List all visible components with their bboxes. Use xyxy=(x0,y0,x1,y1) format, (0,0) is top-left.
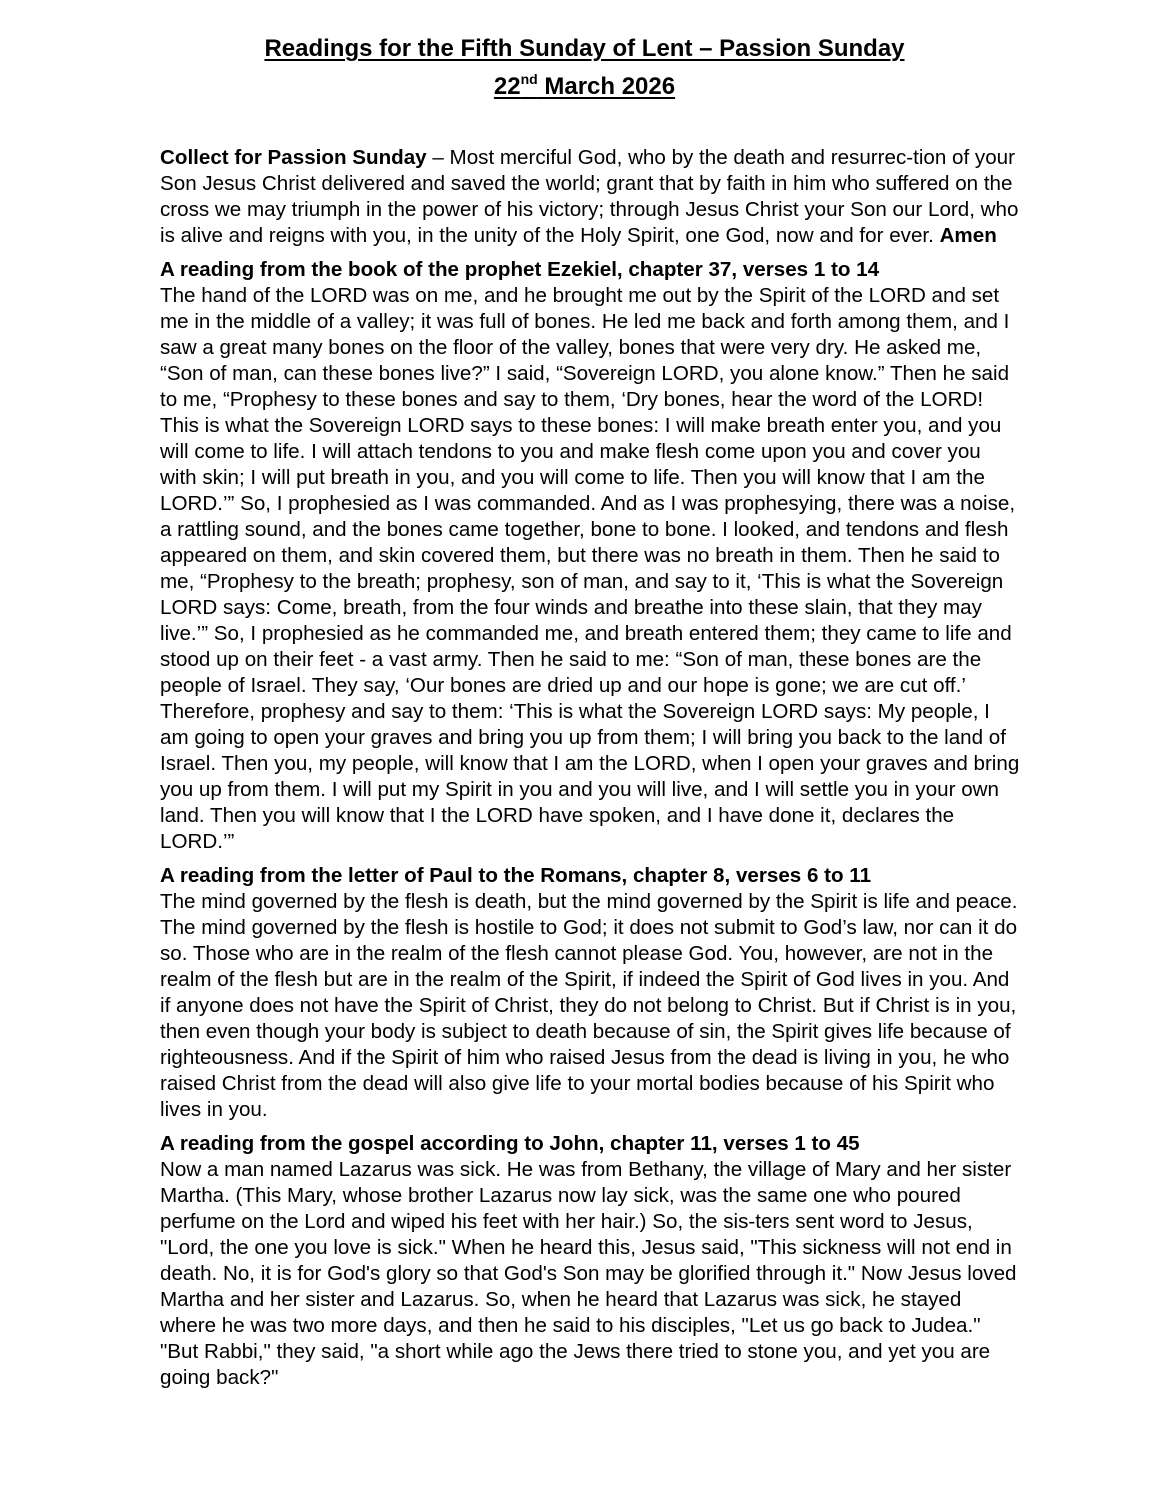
reading-john xyxy=(160,1131,1020,1391)
collect-paragraph xyxy=(160,145,1020,249)
page-title-text: Readings for the Fifth Sunday of Lent – Passion Sunday xyxy=(264,35,905,62)
page-date xyxy=(0,68,1169,106)
reading-ezekiel xyxy=(160,257,1020,855)
date-day: 22 xyxy=(493,73,521,100)
reading-heading: A reading from the letter of Paul to the Romans, chapter 8, verses 6 to 11 xyxy=(160,864,872,887)
reading-heading: A reading from the book of the prophet Ezekiel, chapter 37, verses 1 to 14 xyxy=(160,258,880,281)
reading-text: Now a man named Lazarus was sick. He was from Bethany, the village of Mary and her sister Martha. (This Mary, whose brother Lazarus now lay sick, was the same one who poured perfume on the Lord and wiped his feet with her hair.) So, the sis-ters sent word to Jesus, "Lord, the one you love is sick." When he heard this, Jesus said, "This sickness will not end in death. No, it is for God's glory so that God's Son may be glorified through it." Now Jesus loved Martha and her sister and Lazarus. So, when he heard that Lazarus was sick, he stayed where he was two more days, and then he said to his disciples, "Let us go back to Judea." "But Rabbi," they said, "a short while ago the Jews there tried to stone you, and yet you are going back?" xyxy=(160,1158,1017,1389)
reading-romans xyxy=(160,863,1020,1123)
reading-text: The hand of the LORD was on me, and he brought me out by the Spirit of the LORD and set me in the middle of a valley; it was full of bones. He led me back and forth among them, and I saw a great many bones on the floor of the valley, bones that were very dry. He asked me, “Son of man, can these bones live?” I said, “Sovereign LORD, you alone know.” Then he said to me, “Prophesy to these bones and say to them, ‘Dry bones, hear the word of the LORD! This is what the Sovereign LORD says to these bones: I will make breath enter you, and you will come to life. I will attach tendons to you and make flesh come upon you and cover you with skin; I will put breath in you, and you will come to life. Then you will know that I am the LORD.’” So, I prophesied as I was commanded. And as I was prophesying, there was a noise, a rattling sound, and the bones came together, bone to bone. I looked, and tendons and flesh appeared on them, and skin covered them, but there was no breath in them. Then he said to me, “Prophesy to the breath; prophesy, son of man, and say to it, ‘This is what the Sovereign LORD says: Come, breath, from the four winds and breathe into these slain, that they may live.’” So, I prophesied as he commanded me, and breath entered them; they came to life and stood up on their feet - a vast army. Then he said to me: “Son of man, these bones are the people of Israel. They say, ‘Our bones are dried up and our hope is gone; we are cut off.’ Therefore, prophesy and say to them: ‘This is what the Sovereign LORD says: My people, I am going to open your graves and bring you up from them; I will bring you back to the land of Israel. Then you, my people, will know that I am the LORD, when I open your graves and bring you up from them. I will put my Spirit in you and you will live, and I will settle you in your own land. Then you will know that I the LORD have spoken, and I have done it, declares the LORD.’” xyxy=(160,284,1020,853)
title-block xyxy=(0,30,1169,106)
date-suffix: nd xyxy=(520,71,538,87)
reading-heading: A reading from the gospel according to John, chapter 11, verses 1 to 45 xyxy=(160,1132,860,1155)
document-body xyxy=(160,145,1020,1399)
collect-amen: Amen xyxy=(939,224,997,247)
collect-text: – Most merciful God, who by the death and resurrec-tion of your Son Jesus Christ delivered and saved the world; grant that by faith in him who suffered on the cross we may triumph in the power of his victory; through Jesus Christ your Son our Lord, who is alive and reigns with you, in the unity of the Holy Spirit, one God, now and for ever. xyxy=(160,146,1019,247)
collect-label: Collect for Passion Sunday xyxy=(160,146,427,169)
reading-text: The mind governed by the flesh is death, but the mind governed by the Spirit is life and peace. The mind governed by the flesh is hostile to God; it does not submit to God’s law, nor can it do so. Those who are in the realm of the flesh cannot please God. You, however, are not in the realm of the flesh but are in the realm of the Spirit, if indeed the Spirit of God lives in you. And if anyone does not have the Spirit of Christ, they do not belong to Christ. But if Christ is in you, then even though your body is subject to death because of sin, the Spirit gives life because of righteousness. And if the Spirit of him who raised Jesus from the dead is living in you, he who raised Christ from the dead will also give life to your mortal bodies because of his Spirit who lives in you. xyxy=(160,890,1018,1121)
date-rest: March 2026 xyxy=(537,73,676,100)
page-title xyxy=(0,30,1169,68)
